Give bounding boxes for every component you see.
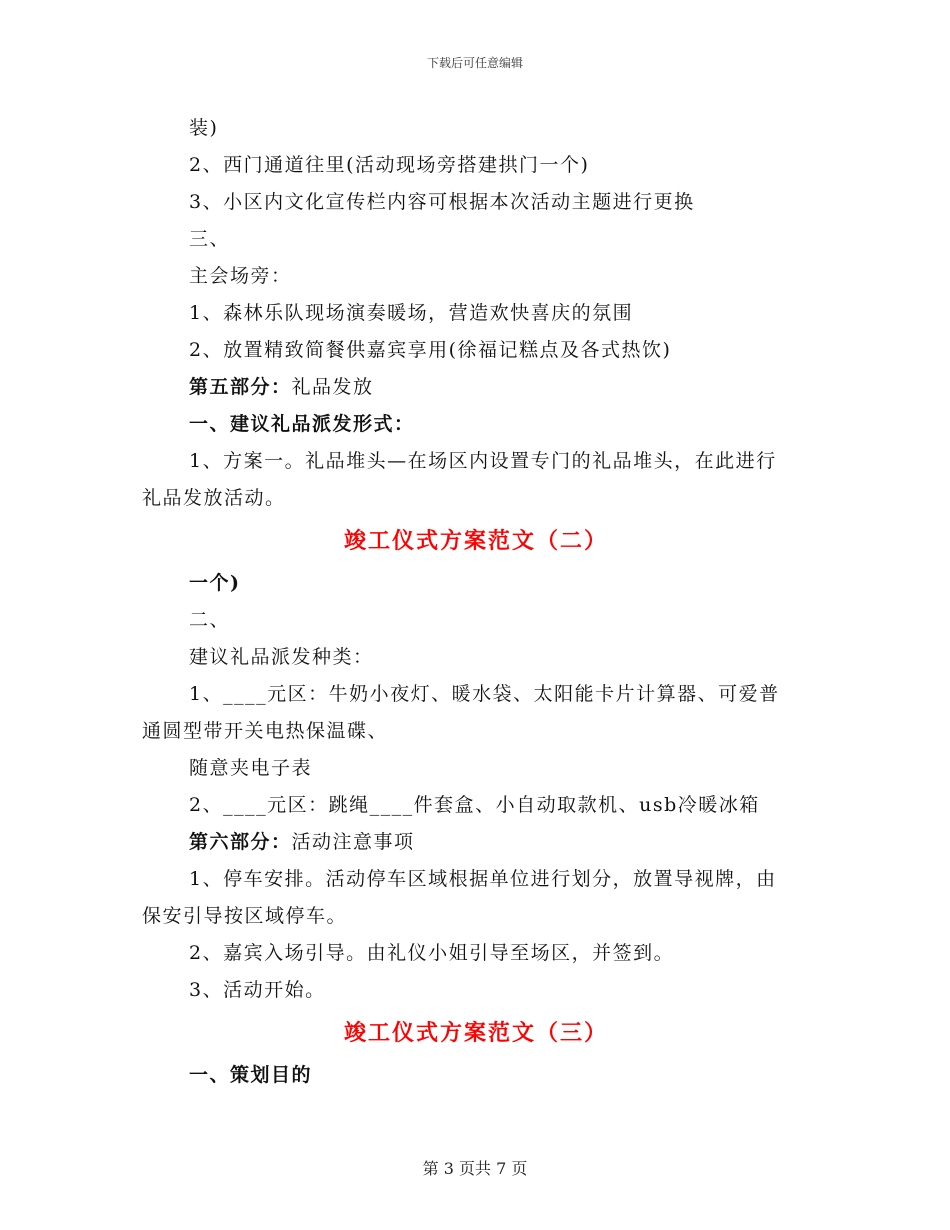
subheading-line: 一、建议礼品派发形式： [189, 413, 415, 435]
paragraph-line: 1、____元区：牛奶小夜灯、暖水袋、太阳能卡片计算器、可爱普 [189, 683, 780, 705]
paragraph-line: 装) [189, 117, 219, 139]
page-footer: 第 3 页共 7 页 [422, 1159, 528, 1178]
paragraph-line: 二、 [189, 609, 231, 631]
section-heading-text: 礼品发放 [291, 376, 374, 398]
paragraph-line: 一个) [189, 572, 241, 594]
section-heading-line [142, 824, 810, 861]
paragraph-line: 随意夹电子表 [189, 757, 313, 779]
paragraph-line: 礼品发放活动。 [142, 487, 286, 509]
paragraph-line: 三、 [189, 228, 231, 250]
section-heading-label: 第六部分： [189, 831, 292, 853]
paragraph-line: 3、小区内文化宣传栏内容可根据本次活动主题进行更换 [189, 191, 695, 213]
paragraph-line: 主会场旁： [189, 265, 292, 287]
section-heading-label: 第五部分： [189, 376, 292, 398]
paragraph-line: 1、森林乐队现场演奏暖场，营造欢快喜庆的氛围 [189, 302, 634, 324]
paragraph-line: 2、嘉宾入场引导。由礼仪小姐引导至场区，并签到。 [189, 942, 675, 964]
paragraph-line: 2、____元区：跳绳____件套盒、小自动取款机、usb冷暖冰箱 [189, 794, 760, 816]
section-heading-line [142, 369, 810, 406]
paragraph-line: 通圆型带开关电热保温碟、 [142, 720, 389, 742]
section-title-3: 竣工仪式方案范文（三） [343, 1020, 608, 1046]
subheading-line: 一、策划目的 [189, 1064, 313, 1086]
paragraph-line: 建议礼品派发种类： [189, 646, 374, 668]
section-title-2: 竣工仪式方案范文（二） [343, 528, 608, 554]
paragraph-line: 1、方案一。礼品堆头—在场区内设置专门的礼品堆头，在此进行 [189, 450, 777, 472]
document-body [142, 110, 810, 1094]
paragraph-line: 3、活动开始。 [189, 979, 326, 1001]
page-header: 下载后可任意编辑 [426, 56, 523, 70]
paragraph-line: 1、停车安排。活动停车区域根据单位进行划分，放置导视牌，由 [189, 868, 777, 890]
paragraph-line: 保安引导按区域停车。 [142, 905, 348, 927]
paragraph-line: 2、西门通道往里(活动现场旁搭建拱门一个) [189, 154, 590, 176]
paragraph-line: 2、放置精致简餐供嘉宾享用(徐福记糕点及各式热饮) [189, 339, 672, 361]
section-heading-text: 活动注意事项 [291, 831, 415, 853]
